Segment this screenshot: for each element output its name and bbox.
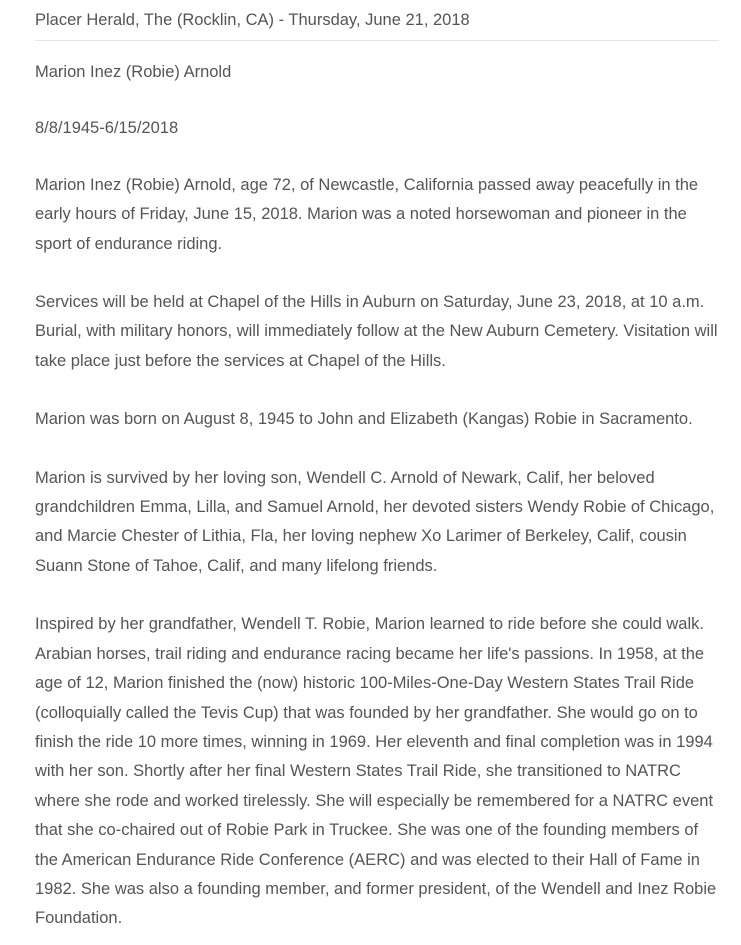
deceased-name: Marion Inez (Robie) Arnold [35, 63, 232, 81]
paragraph-announcement: Marion Inez (Robie) Arnold, age 72, of Newcastle, California passed away peacefully in the early hours of Friday, June 15, 2018. Marion was a noted horsewoman and pioneer in the sport of endurance riding. [35, 175, 699, 253]
paragraph-services: Services will be held at Chapel of the Hills in Auburn on Saturday, June 23, 2018, at 10 a.m. Burial, with military honors, will immediately follow at the New Auburn Cemetery. Visitation will take place just before the services at Chapel of the Hills. [35, 293, 718, 370]
paragraph-survivors: Marion is survived by her loving son, Wendell C. Arnold of Newark, Calif, her beloved grandchildren Emma, Lilla, and Samuel Arnold, her devoted sisters Wendy Robie of Chicago, and Marcie Chester of Lithia, Fla, her loving nephew Xo Larimer of Berkeley, Calif, cousin Suann Stone of Tahoe, Calif, and many lifelong friends. [35, 468, 715, 575]
source-line: Placer Herald, The (Rocklin, CA) - Thursday, June 21, 2018 [35, 0, 719, 41]
life-dates: 8/8/1945-6/15/2018 [35, 119, 179, 138]
paragraph-biography: Inspired by her grandfather, Wendell T. Robie, Marion learned to ride before she could walk. Arabian horses, trail riding and endurance racing became her life's passions. In 1958, at the age of 12, Marion finished the (now) historic 100-Miles-One-Day Western States Trail Ride (colloquially called the Tevis Cup) that was founded by her grandfather. She would go on to finish the ride 10 more times, winning in 1969. Her eleventh and final completion was in 1994 with her son. Shortly after her final Western States Trail Ride, she transitioned to NATRC where she rode and worked tirelessly. She will especially be remembered for a NATRC event that she co-chaired out of Robie Park in Truckee. She was one of the founding members of the American Endurance Ride Conference (AERC) and was elected to their Hall of Fame in 1982. She was also a founding member, and former president, of the Wendell and Inez Robie Foundation. [35, 615, 717, 928]
paragraph-birth: Marion was born on August 8, 1945 to John and Elizabeth (Kangas) Robie in Sacramento. [35, 410, 693, 429]
